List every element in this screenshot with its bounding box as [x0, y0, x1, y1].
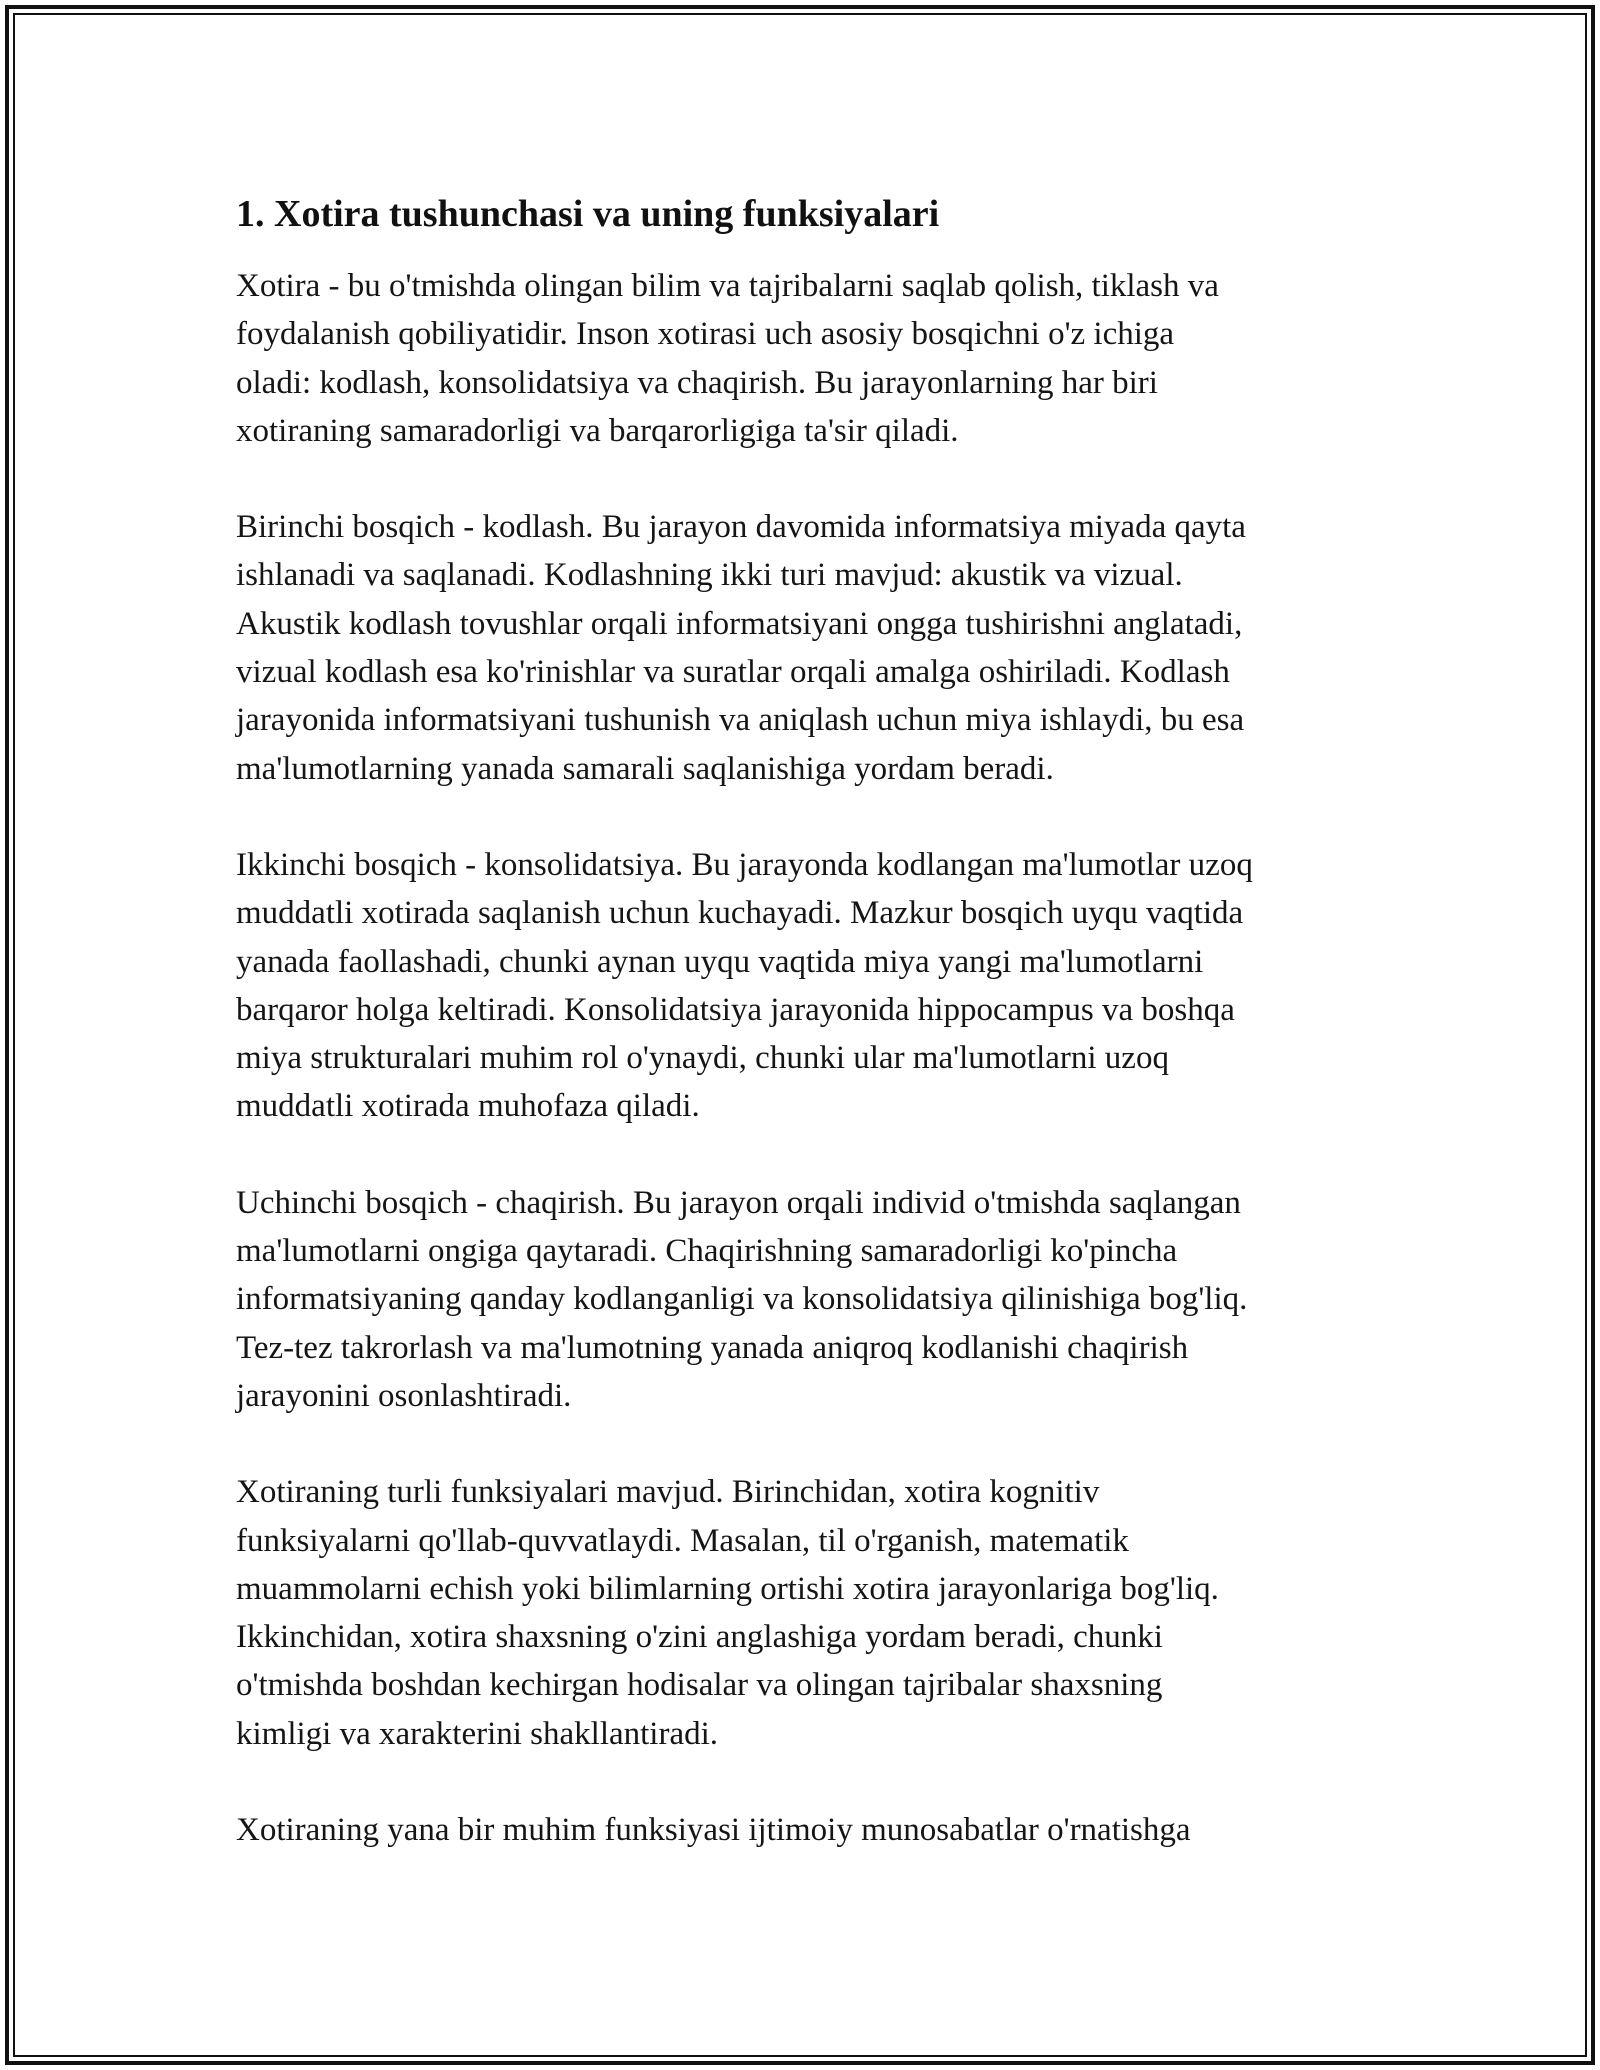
text-line: oladi: kodlash, konsolidatsiya va chaqirish. Bu jarayonlarning har biri — [236, 364, 1158, 401]
text-line: ma'lumotlarning yanada samarali saqlanishiga yordam beradi. — [236, 750, 1054, 787]
paragraph-retrieval-stage — [236, 1179, 1376, 1420]
text-line: muddatli xotirada muhofaza qiladi. — [236, 1088, 700, 1125]
text-line: vizual kodlash esa ko'rinishlar va suratlar orqali amalga oshiriladi. Kodlash — [236, 654, 1230, 691]
document-body — [236, 186, 1376, 1902]
text-line: xotiraning samaradorligi va barqarorligiga ta'sir qiladi. — [236, 412, 959, 449]
text-line: miya strukturalari muhim rol o'ynaydi, chunki ular ma'lumotlarni uzoq — [236, 1040, 1169, 1077]
paragraph-social-function — [236, 1806, 1376, 1854]
paragraph-consolidation-stage — [236, 841, 1376, 1131]
text-line: Xotiraning turli funksiyalari mavjud. Birinchidan, xotira kognitiv — [236, 1474, 1100, 1511]
text-line: Xotira - bu o'tmishda olingan bilim va tajribalarni saqlab qolish, tiklash va — [236, 268, 1219, 304]
paragraph-encoding-stage — [236, 503, 1376, 793]
text-line: jarayonini osonlashtiradi. — [236, 1377, 572, 1414]
text-line: informatsiyaning qanday kodlanganligi va konsolidatsiya qilinishiga bog'liq. — [236, 1281, 1248, 1318]
text-line: foydalanish qobiliyatidir. Inson xotirasi uch asosiy bosqichni o'z ichiga — [236, 316, 1175, 353]
text-line: barqaror holga keltiradi. Konsolidatsiya jarayonida hippocampus va boshqa — [236, 991, 1235, 1028]
text-line: funksiyalarni qo'llab-quvvatlaydi. Masalan, til o'rganish, matematik — [236, 1522, 1129, 1559]
text-line: o'tmishda boshdan kechirgan hodisalar va olingan tajribalar shaxsning — [236, 1667, 1163, 1704]
paragraph-memory-functions — [236, 1468, 1376, 1758]
text-line: ma'lumotlarni ongiga qaytaradi. Chaqirishning samaradorligi ko'pincha — [236, 1233, 1178, 1270]
text-line: kimligi va xarakterini shakllantiradi. — [236, 1715, 719, 1752]
section-heading: 1. Xotira tushunchasi va uning funksiyalari — [236, 193, 940, 235]
text-line: muddatli xotirada saqlanish uchun kuchayadi. Mazkur bosqich uyqu vaqtida — [236, 895, 1244, 932]
text-line: Akustik kodlash tovushlar orqali informatsiyani ongga tushirishni anglatadi, — [236, 605, 1243, 642]
text-line: yanada faollashadi, chunki aynan uyqu vaqtida miya yangi ma'lumotlarni — [236, 943, 1204, 980]
text-line: Xotiraning yana bir muhim funksiyasi ijtimoiy munosabatlar o'rnatishga — [236, 1812, 1191, 1849]
text-line: muammolarni echish yoki bilimlarning ortishi xotira jarayonlariga bog'liq. — [236, 1570, 1219, 1607]
text-line: ishlanadi va saqlanadi. Kodlashning ikki turi mavjud: akustik va vizual. — [236, 557, 1183, 594]
text-line: Birinchi bosqich - kodlash. Bu jarayon davomida informatsiya miyada qayta — [236, 509, 1246, 546]
text-line: Ikkinchidan, xotira shaxsning o'zini anglashiga yordam beradi, chunki — [236, 1619, 1163, 1656]
text-line: Tez-tez takrorlash va ma'lumotning yanada aniqroq kodlanishi chaqirish — [236, 1329, 1189, 1366]
text-line: Uchinchi bosqich - chaqirish. Bu jarayon orqali individ o'tmishda saqlangan — [236, 1184, 1241, 1221]
text-line: Ikkinchi bosqich - konsolidatsiya. Bu jarayonda kodlangan ma'lumotlar uzoq — [236, 846, 1253, 883]
text-line: jarayonida informatsiyani tushunish va aniqlash uchun miya ishlaydi, bu esa — [236, 702, 1245, 739]
paragraph-memory-definition — [236, 262, 1376, 455]
